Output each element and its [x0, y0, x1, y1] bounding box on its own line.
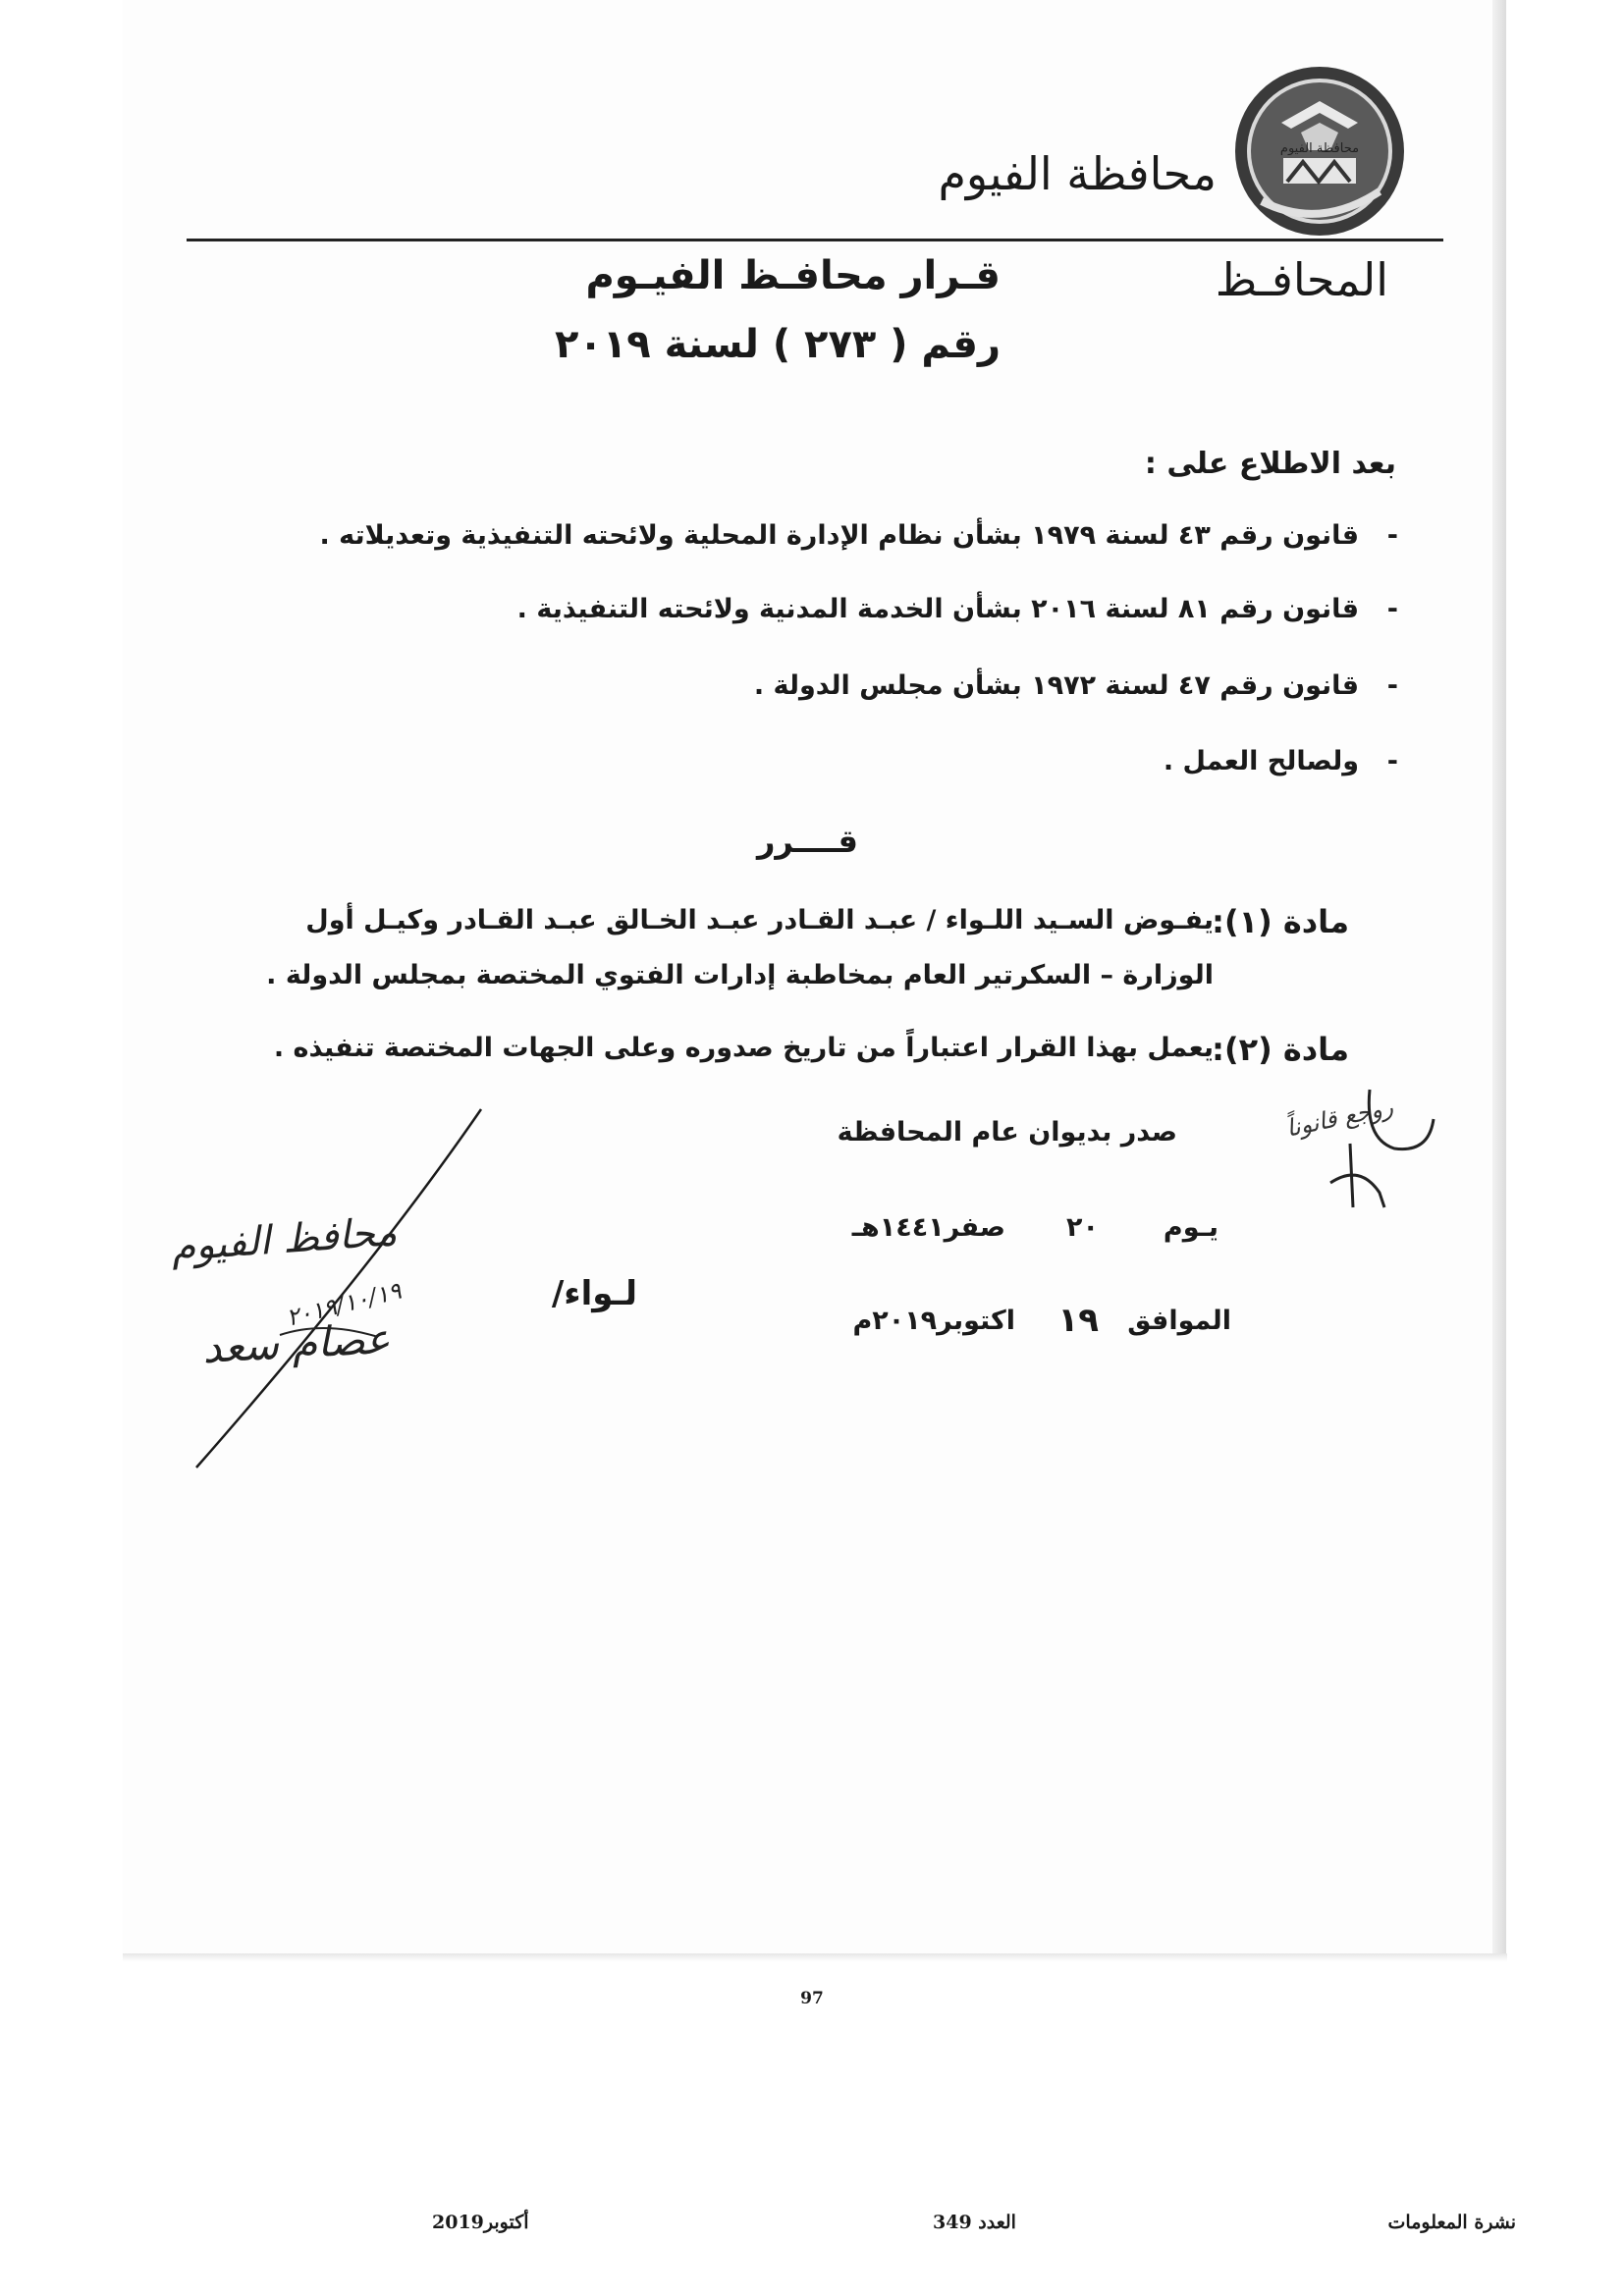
governor-label: المحافـظ [1215, 253, 1388, 306]
preamble-item-text: ولصالح العمل . [1163, 746, 1359, 776]
day-gregorian: ١٩ [1057, 1301, 1099, 1340]
preamble-item [1163, 746, 1398, 776]
list-dash: - [1386, 520, 1398, 551]
article-1-line-1: يفـوض السـيد اللـواء / عبـد القـادر عبـد الخـالق عبـد القـادر وكيـل أول [305, 905, 1214, 935]
logo-text: محافظة الفيوم [1279, 141, 1360, 156]
scan-edge [1492, 0, 1506, 1958]
signature-name: عصام سعد [201, 1314, 392, 1372]
governorate-name: محافظة الفيوم [938, 147, 1217, 200]
decided-heading: قــــرر [756, 823, 858, 860]
footer-issue: العدد 349 [933, 2212, 1016, 2233]
decision-number: رقم ( ٢٧٣ ) لسنة ٢٠١٩ [555, 322, 1001, 367]
scan-edge-bottom [123, 1953, 1507, 1961]
preamble-item-text: قانون رقم ٤٧ لسنة ١٩٧٢ بشأن مجلس الدولة . [753, 670, 1359, 701]
footer-publication: نشرة المعلومات [1387, 2212, 1516, 2233]
header-divider [187, 239, 1443, 241]
article-2-label: مادة (٢): [1212, 1031, 1349, 1068]
day-hijri: ٢٠ [1066, 1212, 1099, 1243]
list-dash: - [1386, 746, 1398, 776]
preamble-item-text: قانون رقم ٤٣ لسنة ١٩٧٩ بشأن نظام الإدارة المحلية ولائحته التنفيذية وتعديلاته . [319, 520, 1359, 551]
month-hijri: صفر١٤٤١هـ [851, 1212, 1005, 1243]
article-1-label: مادة (١): [1212, 903, 1349, 940]
preamble-item [319, 520, 1398, 551]
signature-date: ٢٠١٩/١٠/١٩ [283, 1276, 405, 1332]
corresponding-label: الموافق [1127, 1306, 1231, 1336]
article-2-line-1: يعمل بهذا القرار اعتباراً من تاريخ صدوره وعلى الجهات المختصة تنفيذه . [273, 1033, 1214, 1063]
preamble-item [516, 594, 1398, 624]
footer-date: أكتوبر2019 [432, 2212, 529, 2233]
preamble-item [753, 670, 1398, 701]
list-dash: - [1386, 670, 1398, 701]
page-number: 97 [800, 1989, 824, 2008]
day-label: يـوم [1163, 1212, 1218, 1243]
preamble-item-text: قانون رقم ٨١ لسنة ٢٠١٦ بشأن الخدمة المدنية ولائحته التنفيذية . [516, 594, 1359, 624]
issued-at: صدر بديوان عام المحافظة [837, 1117, 1177, 1148]
preamble-heading: بعد الاطلاع على : [1144, 447, 1396, 481]
signature-title: محافظ الفيوم [169, 1209, 399, 1271]
signature-rank: لـواء/ [551, 1274, 637, 1313]
list-dash: - [1386, 594, 1398, 624]
article-1-line-2: الوزارة – السكرتير العام بمخاطبة إدارات الفتوي المختصة بمجلس الدولة . [266, 960, 1214, 990]
decision-title: قـرار محافـظ الفيـوم [585, 253, 1001, 298]
month-gregorian: اكتوبر٢٠١٩م [852, 1306, 1015, 1336]
governorate-logo-icon [1232, 64, 1407, 239]
review-note: روجع قانوناً [1283, 1093, 1396, 1143]
